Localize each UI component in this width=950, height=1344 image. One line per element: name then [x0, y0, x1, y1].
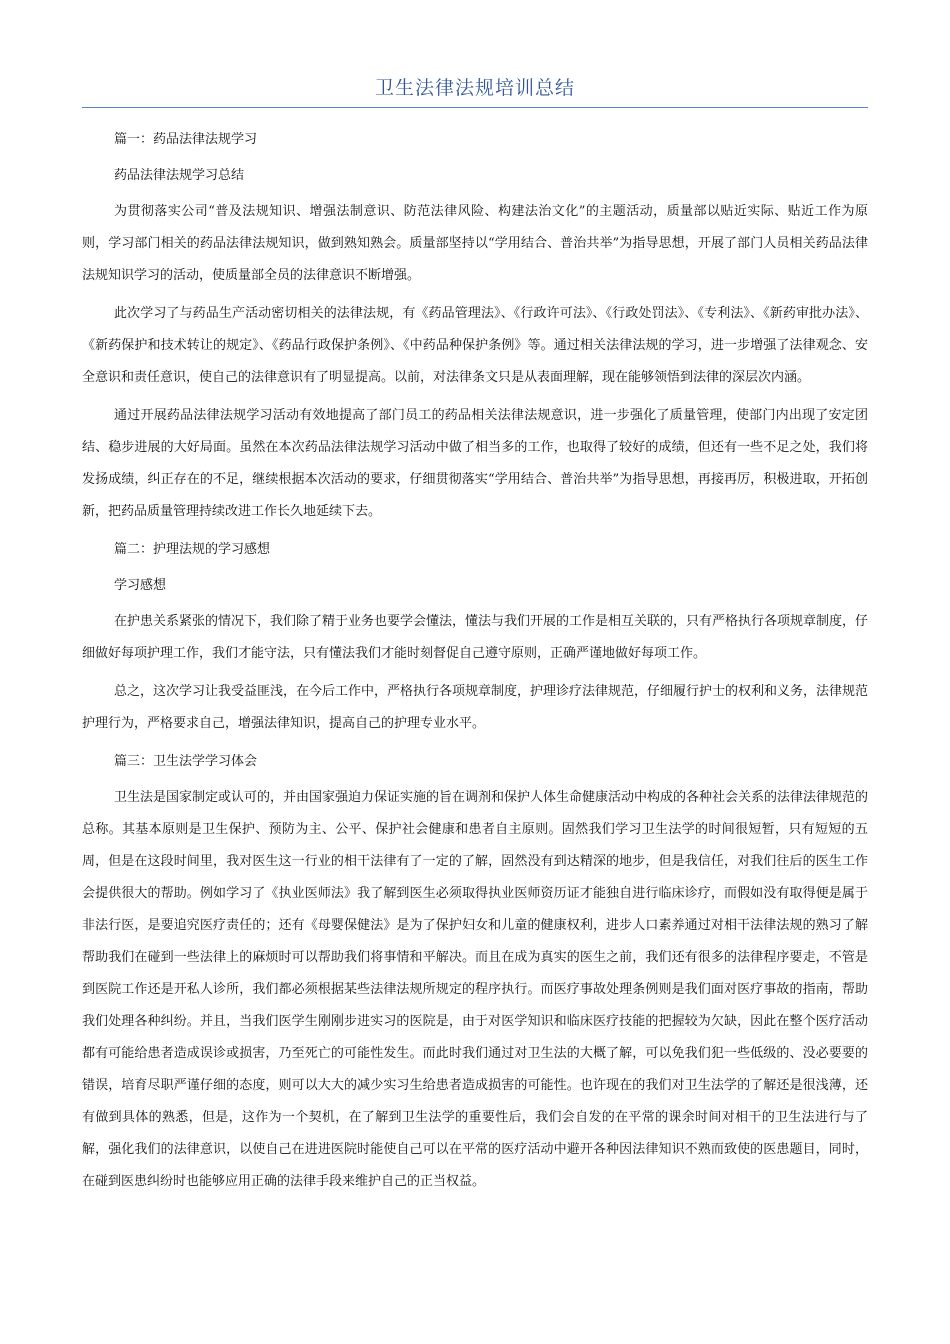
- subheading-2: 学习感想: [114, 578, 167, 593]
- paragraph-4: 在护患关系紧张的情况下，我们除了精于业务也要学会懂法，懂法与我们开展的工作是相互关联的，只有严格执行各项规章制度，仔细做好每项护理工作，我们才能守法，只有懂法我们才能时刻督促自己遵守原则，正确严谨地做好每项工作。: [82, 614, 869, 661]
- section-heading-2: 篇二：护理法规的学习感想: [114, 542, 271, 557]
- paragraph-2: 此次学习了与药品生产活动密切相关的法律法规，有《药品管理法》、《行政许可法》、《行政处罚法》、《专利法》、《新药审批办法》、《新药保护和技术转让的规定》、《药品行政保护条例》、《中药品种保护条例》等。通过相关法律法规的学习，进一步增强了法律观念、安全意识和责任意识，使自己的法律意识有了明显提高。以前，对法律条文只是从表面理解，现在能够领悟到法律的深层次内涵。: [82, 306, 868, 385]
- paragraph-1: 为贯彻落实公司“普及法规知识、增强法制意识、防范法律风险、构建法治文化”的主题活动，质量部以贴近实际、贴近工作为原则，学习部门相关的药品法律法规知识，做到熟知熟会。质量部坚持以“学用结合、普治共举”为指导思想，开展了部门人员相关药品法律法规知识学习的活动，使质量部全员的法律意识不断增强。: [82, 204, 868, 283]
- paragraph-3: 通过开展药品法律法规学习活动有效地提高了部门员工的药品相关法律法规意识，进一步强化了质量管理，使部门内出现了安定团结、稳步进展的大好局面。虽然在本次药品法律法规学习活动中做了相当多的工作，也取得了较好的成绩，但还有一些不足之处，我们将发扬成绩，纠正存在的不足，继续根据本次活动的要求，仔细贯彻落实“学用结合、普治共举”为指导思想，再接再厉，积极进取，开拓创新，把药品质量管理持续改进工作长久地延续下去。: [82, 408, 868, 519]
- title-block: [82, 74, 868, 108]
- section-heading-1: 篇一：药品法律法规学习: [114, 132, 258, 147]
- subheading-1: 药品法律法规学习总结: [114, 168, 245, 183]
- paragraph-6: 卫生法是国家制定或认可的，并由国家强迫力保证实施的旨在调剂和保护人体生命健康活动中构成的各种社会关系的法律法律规范的总称。其基本原则是卫生保护、预防为主、公平、保护社会健康和患者自主原则。固然我们学习卫生法学的时间很短暂，只有短短的五周，但是在这段时间里，我对医生这一行业的相干法律有了一定的了解，固然没有到达精深的地步，但是我信任，对我们往后的医生工作会提供很大的帮助。例如学习了《执业医师法》我了解到医生必须取得执业医师资历证才能独自进行临床诊疗，而假如没有取得便是属于非法行医，是要追究医疗责任的；还有《母婴保健法》是为了保护妇女和儿童的健康权利，进步人口素养通过对相干法律法规的熟习了解帮助我们在碰到一些法律上的麻烦时可以帮助我们将事情和平解决。而且在成为真实的医生之前，我们还有很多的法律程序要走，不管是到医院工作还是开私人诊所，我们都必须根据某些法律法规所规定的程序执行。而医疗事故处理条例则是我们面对医疗事故的指南，帮助我们处理各种纠纷。并且，当我们医学生刚刚步进实习的医院是，由于对医学知识和临床医疗技能的把握较为欠缺，因此在整个医疗活动都有可能给患者造成误诊或损害，乃至死亡的可能性发生。而此时我们通过对卫生法的大概了解，可以免我们犯一些低级的、没必要要的错误，培育尽职严谨仔细的态度，则可以大大的减少实习生给患者造成损害的可能性。也许现在的我们对卫生法学的了解还是很浅薄，还有做到具体的熟悉，但是，这作为一个契机，在了解到卫生法学的重要性后，我们会自发的在平常的课余时间对相干的卫生法进行与了解，强化我们的法律意识，以使自己在进进医院时能使自己可以在平常的医疗活动中避开各种因法律知识不熟而致使的医患题目，同时，在碰到医患纠纷时也能够应用正确的法律手段来维护自己的正当权益。: [82, 790, 869, 1189]
- document-title: 卫生法律法规培训总结: [374, 77, 575, 99]
- paragraph-5: 总之，这次学习让我受益匪浅，在今后工作中，严格执行各项规章制度，护理诊疗法律规范，仔细履行护士的权利和义务，法律规范护理行为，严格要求自己，增强法律知识，提高自己的护理专业水平。: [82, 684, 869, 731]
- document-page: [82, 74, 868, 1204]
- section-heading-3: 篇三：卫生法学学习体会: [114, 754, 258, 769]
